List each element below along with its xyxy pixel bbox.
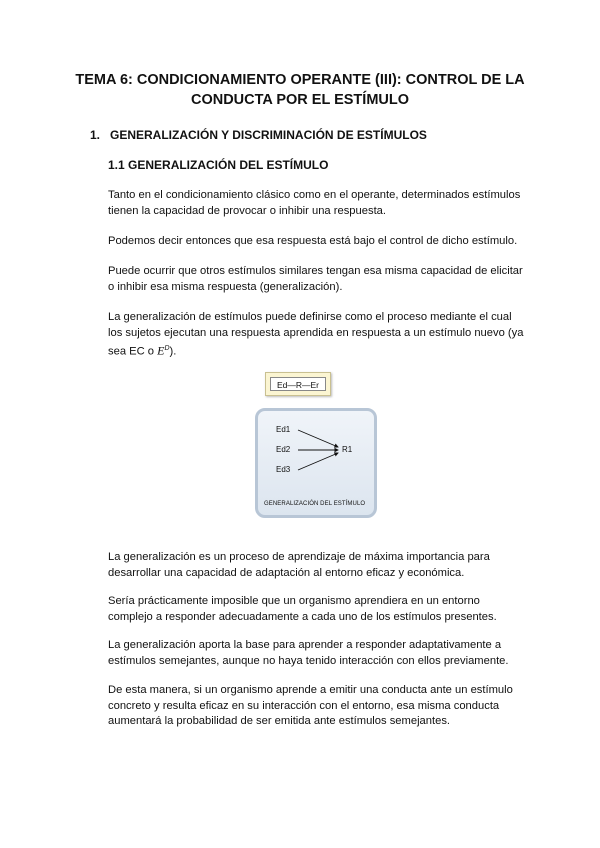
generalization-diagram xyxy=(255,372,387,522)
paragraph-8: De esta manera, si un organismo aprende a emitir una conducta ante un estímulo concreto y resulta eficaz en su interacción con el entorno, esa misma conducta aumentará la probabilidad de ser emitida ante estímulos semejantes. xyxy=(108,684,513,727)
paragraph-4-text: La generalización de estímulos puede definirse como el proceso mediante el cual los sujetos ejecutan una respuesta aprendida en respuesta a un estímulo nuevo (ya sea EC o xyxy=(108,311,524,358)
paragraph-1: Tanto en el condicionamiento clásico como en el operante, determinados estímulos tienen la capacidad de provocar o inhibir una respuesta. xyxy=(108,189,521,217)
stimulus-label-2: Ed2 xyxy=(276,445,291,454)
diagram-caption: GENERALIZACIÓN DEL ESTÍMULO xyxy=(264,501,366,507)
paragraph-7: La generalización aporta la base para aprender a responder adaptativamente a estímulos semejantes, aunque no haya tenido interacción con ellos previamente. xyxy=(108,639,509,667)
arrow-3 xyxy=(298,453,338,470)
paragraph-6: Sería prácticamente imposible que un organismo aprendiera en un entorno complejo a responder adecuadamente a cada uno de los estímulos presentes. xyxy=(108,595,497,623)
ed-symbol: E xyxy=(157,343,165,358)
arrows xyxy=(258,411,374,515)
arrow-1 xyxy=(298,430,338,447)
page-title-line-2: CONDUCTA POR EL ESTÍMULO xyxy=(190,92,410,108)
paragraph-3: Puede ocurrir que otros estímulos similares tengan esa misma capacidad de elicitar o inhibir esa misma respuesta (generalización). xyxy=(108,265,523,293)
page-title xyxy=(60,70,540,110)
subsection-heading: 1.1 GENERALIZACIÓN DEL ESTÍMULO xyxy=(108,158,329,172)
diagram-panel xyxy=(255,408,377,518)
ed-superscript: D xyxy=(164,345,170,352)
paragraph-5: La generalización es un proceso de aprendizaje de máxima importancia para desarrollar una capacidad de adaptación al entorno eficaz y económica. xyxy=(108,551,490,579)
contingency-box xyxy=(265,372,331,396)
response-label: R1 xyxy=(342,445,353,454)
paragraph-4 xyxy=(108,310,526,360)
page-title-line-1: TEMA 6: CONDICIONAMIENTO OPERANTE (III): CONTROL DE LA xyxy=(75,72,525,88)
section-number: 1. xyxy=(90,128,101,142)
section-heading-text: GENERALIZACIÓN Y DISCRIMINACIÓN DE ESTÍMULOS xyxy=(110,128,427,142)
contingency-label: Ed—R—Er xyxy=(270,377,326,391)
stimulus-label-3: Ed3 xyxy=(276,465,291,474)
paragraph-2: Podemos decir entonces que esa respuesta está bajo el control de dicho estímulo. xyxy=(108,235,518,247)
stimulus-label-1: Ed1 xyxy=(276,425,291,434)
paragraph-4-end: ). xyxy=(169,345,177,358)
section-heading xyxy=(90,128,427,142)
